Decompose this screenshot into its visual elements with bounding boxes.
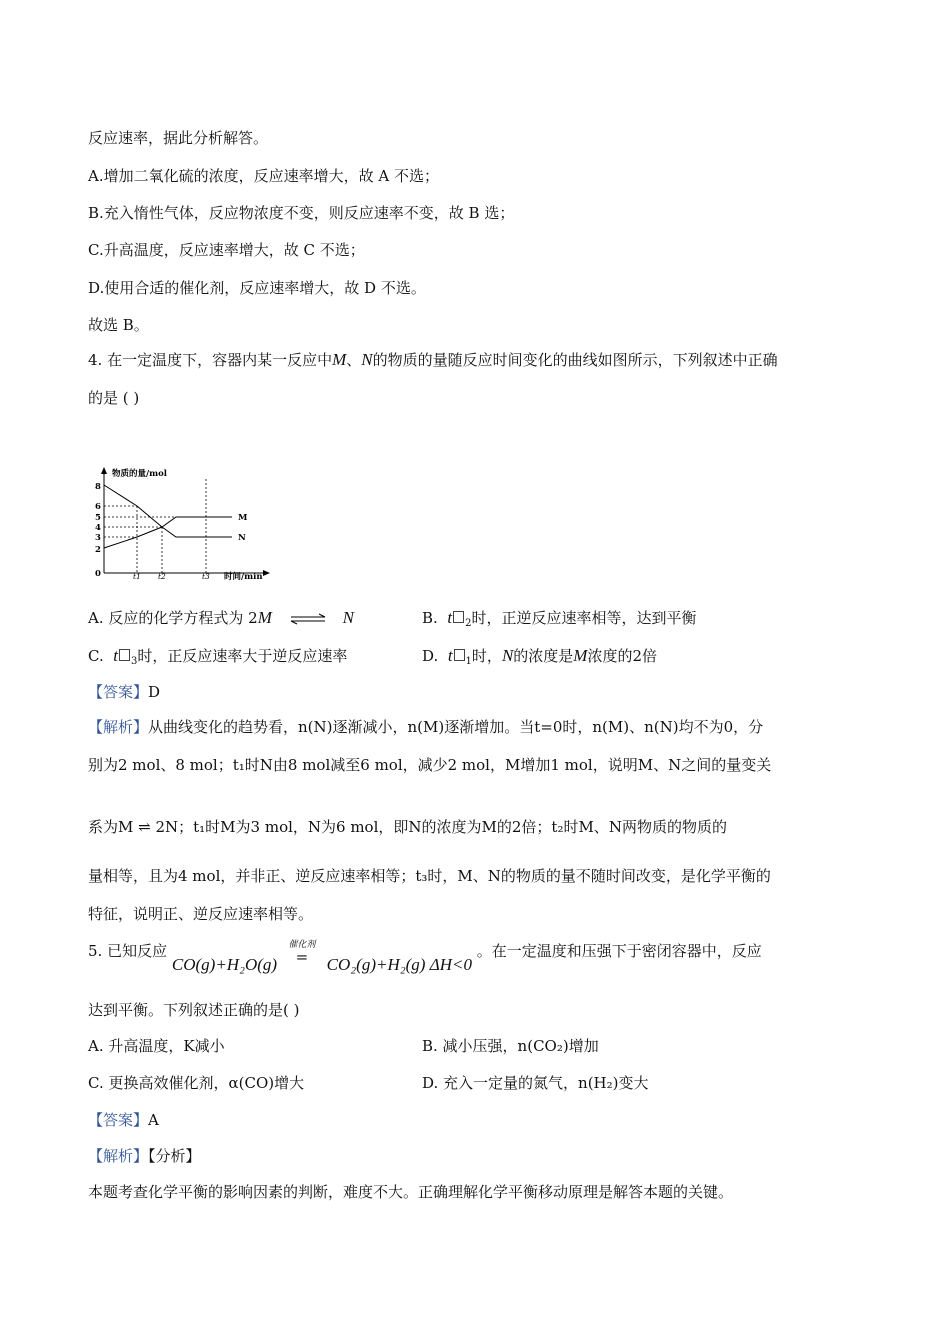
q4-analysis-1: 【解析】从曲线变化的趋势看，n(N)逐渐减小，n(M)逐渐增加。当t=0时，n(M)、n(N)均不为0，分 [88,718,764,736]
placeholder-box-icon [454,649,465,661]
placeholder-box-icon [453,611,464,623]
question-5-stem: 5. 已知反应 CO(g)+H₂O(g) 催化剂 = CO₂(g)+H₂(g) ΔH<0 。在一定温度和压强下于密闭容器中，反应 [88,941,762,961]
x-tick: t1 [133,572,141,581]
q5-analysis-1: 本题考查化学平衡的影响因素的判断，难度不大。正确理解化学平衡移动原理是解答本题的关键。 [88,1183,734,1201]
q4-analysis-5: 特征，说明正、逆反应速率相等。 [88,905,314,923]
label-N: N [238,533,246,543]
y-axis-label: 物质的量/mol [112,469,167,479]
q4-option-d: D. t $_1$时，N的浓度是M浓度的2倍 [422,646,658,667]
placeholder-box-icon [119,649,130,661]
y-tick: 0 [95,569,101,579]
label-M: M [238,513,248,523]
y-tick: 2 [95,545,101,555]
question-4-stem-cont: 的是 ( ) [88,389,140,407]
text-line: A.增加二氧化硫的浓度，反应速率增大，故 A 不选； [88,167,439,185]
text-line: C.升高温度，反应速率增大，故 C 不选； [88,241,365,259]
text-line: 反应速率，据此分析解答。 [88,129,269,147]
q5-analysis-header: 【解析】【分析】 [88,1147,201,1165]
equals-sign: = [295,948,309,966]
q5-option-b: B. 减小压强，n(CO₂)增加 [422,1037,599,1055]
catalyst-label: 催化剂 [288,940,316,950]
y-tick: 5 [95,513,101,523]
q4-analysis-2: 别为2 mol、8 mol；t₁时N由8 mol减至6 mol，减少2 mol，M增加1 mol，说明M、N之间的量变关 [88,756,772,774]
y-tick: 3 [95,533,101,543]
y-axis-arrow [101,467,107,474]
q4-option-c: C. t $_3$时，正反应速率大于逆反应速率 [88,646,348,667]
q4-analysis-4: 量相等，且为4 mol，并非正、逆反应速率相等；t₃时，M、N的物质的量不随时间改变，是化学平衡的 [88,867,771,885]
y-tick: 8 [95,482,101,492]
q4-answer: 【答案】D [88,683,161,701]
q5-option-a: A. 升高温度，K减小 [88,1037,225,1055]
amount-time-chart [92,465,272,585]
curve-N [104,485,232,537]
q5-option-d: D. 充入一定量的氮气，n(H₂)变大 [422,1074,649,1092]
question-4-stem: 4. 在一定温度下，容器内某一反应中M、N的物质的量随反应时间变化的曲线如图所示，下列叙述中正确 [88,350,778,369]
question-5-stem-cont: 达到平衡。下列叙述正确的是( ) [88,1001,300,1019]
text-line: D.使用合适的催化剂，反应速率增大，故 D 不选。 [88,279,426,297]
y-tick: 6 [95,502,101,512]
y-tick: 4 [95,523,101,533]
x-axis-label: 时间/min [224,572,263,582]
text-line: B.充入惰性气体，反应物浓度不变，则反应速率不变，故 B 选； [88,204,515,222]
q5-option-c: C. 更换高效催化剂，α(CO)增大 [88,1074,305,1092]
x-tick: t2 [158,572,166,581]
q5-answer: 【答案】A [88,1111,159,1129]
text-line: 故选 B。 [88,316,149,334]
x-axis-arrow [263,570,270,576]
q4-analysis-3: 系为M ⇌ 2N；t₁时M为3 mol，N为6 mol，即N的浓度为M的2倍；t₂时M、N两物质的物质的 [88,818,727,836]
equilibrium-arrow-icon [289,613,329,625]
q4-option-b: B. t $_2$时，正逆反应速率相等，达到平衡 [422,608,697,629]
q4-option-a: A. 反应的化学方程式为 2M N [88,608,354,627]
curve-M [104,517,232,548]
x-tick: t3 [202,572,210,581]
